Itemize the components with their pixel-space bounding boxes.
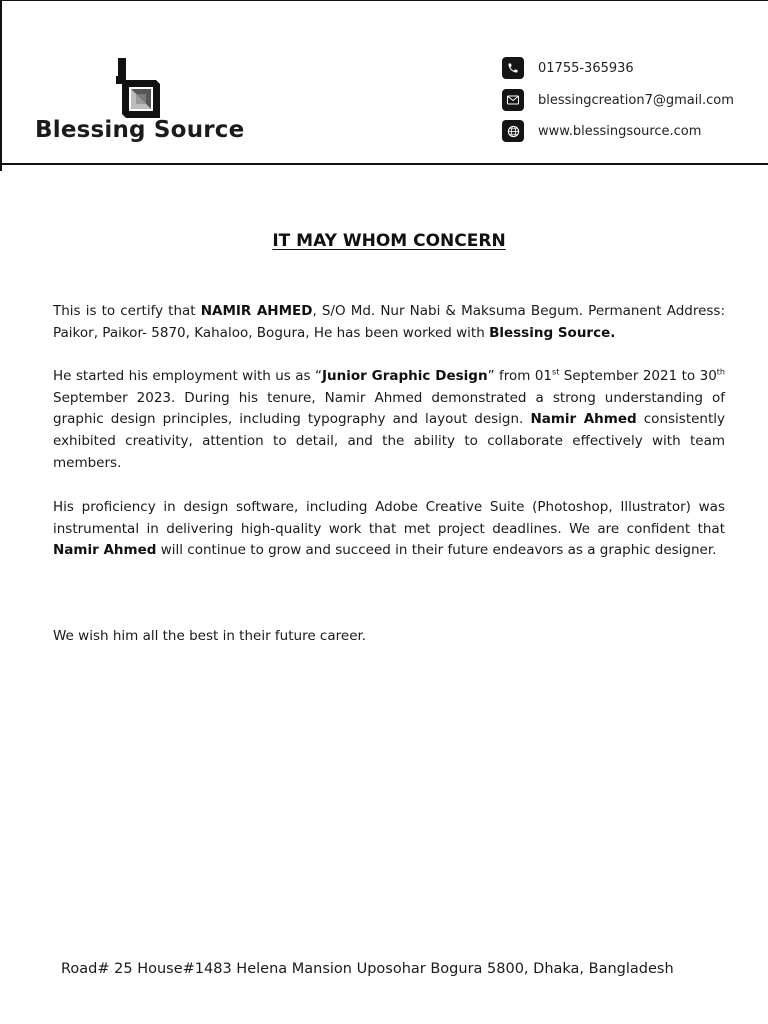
- p2-text-e: consistently exhibited creativity, attention to detail, and the ability to collaborate effectively with team members.: [53, 411, 726, 471]
- p2-text-a: He started his employment with us as “: [53, 368, 323, 384]
- p2-text-b: ” from 01: [487, 368, 553, 384]
- p2-text-c: September 2021 to 30: [559, 368, 717, 384]
- brand-logo-icon: [114, 58, 162, 120]
- employee-name-bold: Namir Ahmed: [53, 542, 157, 559]
- header-bottom-border: [0, 163, 768, 165]
- header-left-border: [0, 0, 2, 171]
- p1-text-b: , S/O Md. Nur Nabi & Maksuma Begum. Permanent Address: Paikor, Paikor- 5870, Kahaloo, Bogura, He has been worked with: [53, 303, 726, 341]
- email-address[interactable]: blessingcreation7@gmail.com: [538, 92, 734, 108]
- footer-address: Road# 25 House#1483 Helena Mansion Uposohar Bogura 5800, Dhaka, Bangladesh: [61, 961, 674, 977]
- letter-title: [0, 231, 768, 251]
- website-url[interactable]: www.blessingsource.com: [538, 123, 702, 139]
- p3-text-a: His proficiency in design software, including Adobe Creative Suite (Photoshop, Illustrator) was instrumental in delivering high-quality work that met project deadlines. We are confident that: [53, 499, 725, 537]
- phone-icon: [502, 57, 524, 79]
- ordinal-suffix-end: th: [716, 367, 726, 377]
- p1-text-a: This is to certify that: [53, 303, 201, 319]
- brand-name: Blessing Source: [35, 117, 245, 143]
- company-name: Blessing Source.: [489, 324, 616, 341]
- paragraph-proficiency: [53, 497, 725, 562]
- ordinal-suffix-start: st: [552, 367, 560, 377]
- letterhead: [0, 0, 768, 164]
- globe-icon: [502, 120, 524, 142]
- employee-name: NAMIR AHMED: [200, 303, 313, 319]
- paragraph-closing: [53, 626, 725, 648]
- phone-number: 01755-365936: [538, 60, 634, 76]
- paragraph-employment: [53, 366, 725, 475]
- paragraph-certification: [53, 301, 725, 344]
- employee-name-bold: Namir Ahmed: [530, 411, 637, 428]
- email-icon: [502, 89, 524, 111]
- letter-title-text: IT MAY WHOM CONCERN: [272, 231, 506, 251]
- p2-text-d: September 2023. During his tenure, Namir Ahmed demonstrated a strong understanding of graphic design principles, including typography and layout design.: [53, 389, 725, 428]
- job-title: Junior Graphic Design: [322, 368, 488, 384]
- p4-text: We wish him all the best in their future career.: [53, 628, 367, 644]
- contact-website: [502, 120, 701, 142]
- header-top-border: [0, 0, 768, 1]
- contact-phone: [502, 57, 634, 79]
- contact-email: [502, 89, 734, 111]
- p3-text-b: will continue to grow and succeed in their future endeavors as a graphic designer.: [156, 542, 717, 559]
